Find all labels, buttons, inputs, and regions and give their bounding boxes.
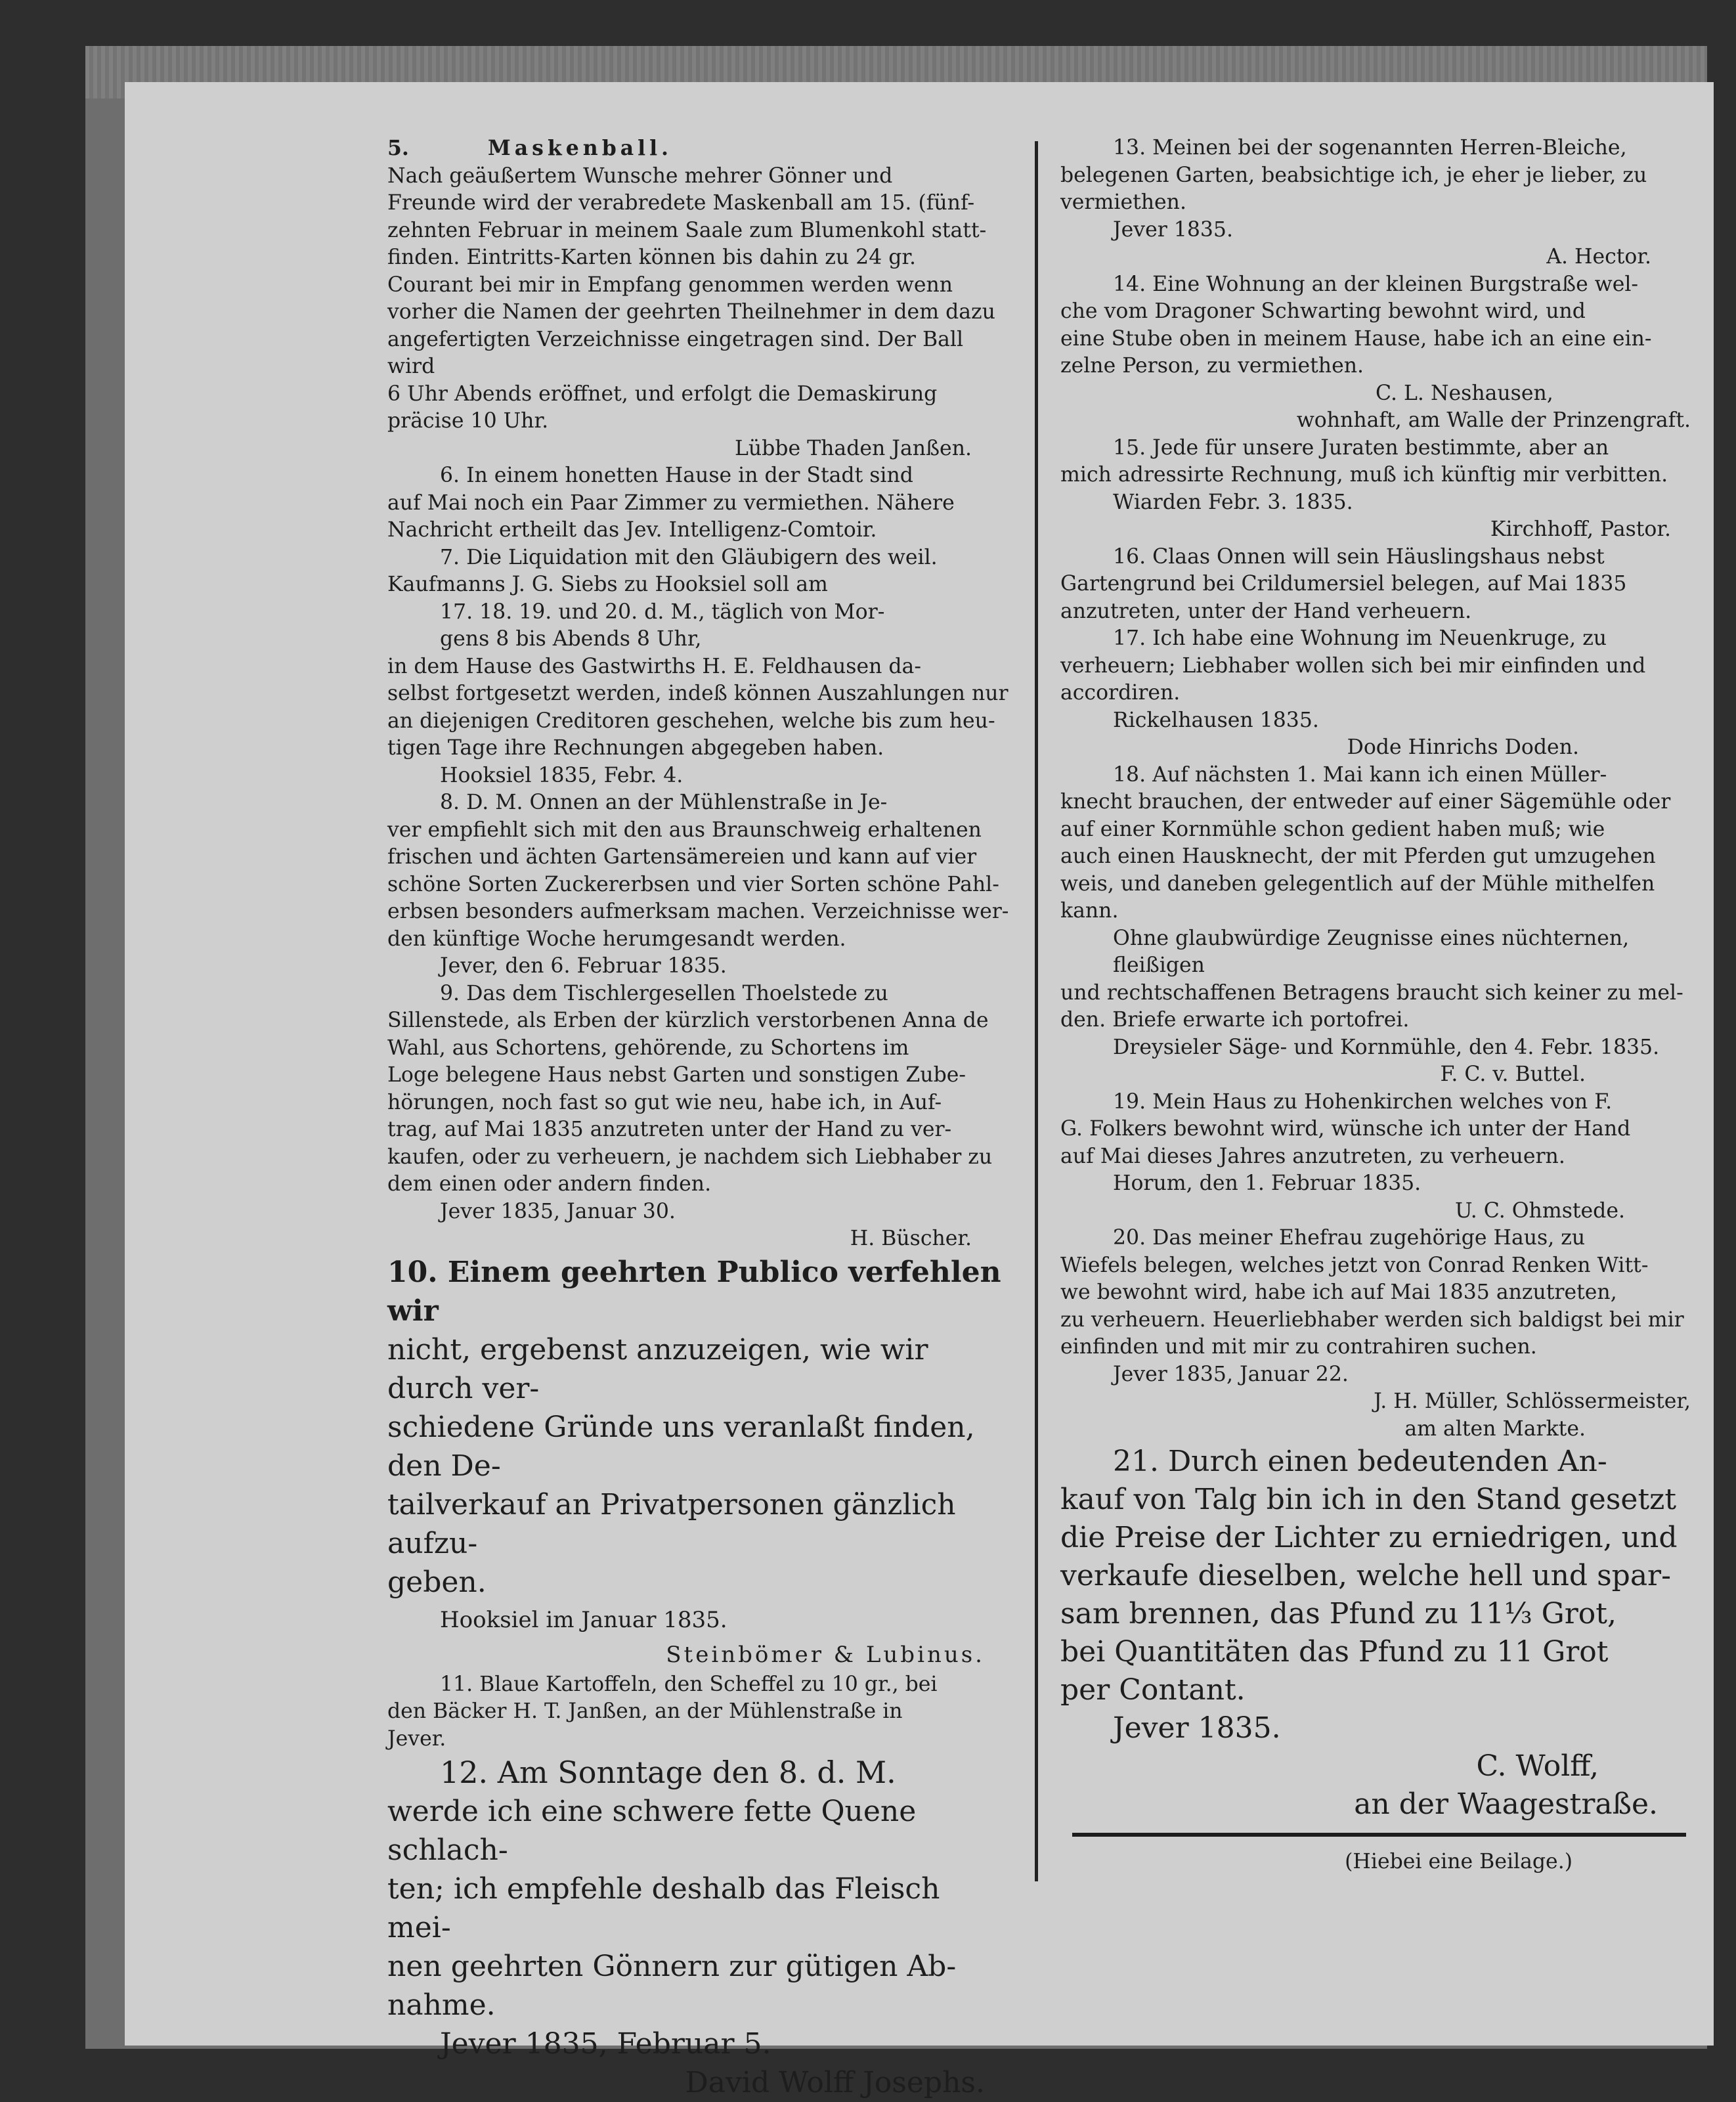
text-line: Nachricht ertheilt das Jev. Intelligenz-Comtoir.: [387, 518, 877, 542]
text-line: angefertigten Verzeichnisse eingetragen sind. Der Ball wird: [387, 327, 964, 378]
text-line: gens 8 bis Abends 8 Uhr,: [440, 627, 702, 651]
text-line: 14. Eine Wohnung an der kleinen Burgstraße wel-: [1113, 272, 1639, 296]
text-line: die Preise der Lichter zu erniedrigen, und: [1060, 1521, 1678, 1554]
text-line: trag, auf Mai 1835 anzutreten unter der Hand zu ver-: [387, 1118, 952, 1141]
ad-12-signature: David Wolff Josephs.: [685, 2066, 985, 2099]
ad-10: [387, 1253, 1011, 1671]
text-line: schiedene Gründe uns veranlaßt finden, den De-: [387, 1410, 975, 1483]
ad-21-signature-address: an der Waagestraße.: [1354, 1787, 1658, 1821]
ad-11: [387, 1671, 1011, 1753]
text-line: 6 Uhr Abends eröffnet, und erfolgt die Demaskirung: [387, 382, 938, 406]
ad-16: [1060, 544, 1691, 626]
ad-13: [1060, 135, 1691, 271]
text-line: erbsen besonders aufmerksam machen. Verzeichnisse wer-: [387, 900, 1009, 923]
text-line: auf Mai dieses Jahres anzutreten, zu verheuern.: [1060, 1144, 1565, 1168]
text-line: an diejenigen Creditoren geschehen, welche bis zum heu-: [387, 709, 995, 733]
text-line: Ohne glaubwürdige Zeugnisse eines nüchternen, fleißigen: [1113, 926, 1630, 977]
ad-9: [387, 980, 1011, 1253]
ad-14: [1060, 271, 1691, 435]
text-line: 20. Das meiner Ehefrau zugehörige Haus, zu: [1113, 1226, 1586, 1250]
text-line: knecht brauchen, der entweder auf einer Sägemühle oder: [1060, 790, 1671, 814]
text-line: 15. Jede für unsere Juraten bestimmte, aber an: [1113, 435, 1609, 460]
text-line: 11. Blaue Kartoffeln, den Scheffel zu 10 gr., bei: [440, 1672, 938, 1696]
text-line: 10. Einem geehrten Publico verfehlen wir: [387, 1255, 1001, 1328]
ad-17-signature: Dode Hinrichs Doden.: [1347, 735, 1579, 759]
ad-15-signature: Kirchhoff, Pastor.: [1490, 517, 1671, 541]
text-line: Gartengrund bei Crildumersiel belegen, auf Mai 1835: [1060, 572, 1627, 596]
ad-12-place-date: Jever 1835, Februar 5.: [440, 2027, 771, 2061]
text-line: 17. 18. 19. und 20. d. M., täglich von Mor-: [440, 600, 885, 624]
ad-20-signature: J. H. Müller, Schlössermeister,: [1374, 1390, 1691, 1413]
text-line: per Contant.: [1060, 1673, 1246, 1707]
text-line: 19. Mein Haus zu Hohenkirchen welches von F.: [1113, 1089, 1613, 1114]
text-line: dem einen oder andern finden.: [387, 1172, 712, 1196]
ad-21: [1060, 1443, 1691, 1824]
text-line: ten; ich empfehle deshalb das Fleisch mei-: [387, 1872, 940, 1944]
text-line: vermiethen.: [1060, 190, 1186, 214]
ad-12: [387, 1753, 1011, 2102]
text-line: Freunde wird der verabredete Maskenball am 15. (fünf-: [387, 191, 975, 215]
ad-20: [1060, 1225, 1691, 1443]
ad-18-signature: F. C. v. Buttel.: [1440, 1062, 1586, 1086]
text-line: 6. In einem honetten Hause in der Stadt sind: [440, 464, 913, 487]
right-column: [1060, 135, 1691, 1876]
text-line: 21. Durch einen bedeutenden An-: [1113, 1445, 1607, 1478]
text-line: G. Folkers bewohnt wird, wünsche ich unter der Hand: [1060, 1117, 1631, 1141]
ad-21-signature: C. Wolff,: [1476, 1749, 1599, 1783]
text-line: 8. D. M. Onnen an der Mühlenstraße in Je-: [440, 791, 888, 814]
text-line: anzutreten, unter der Hand verheuern.: [1060, 599, 1472, 623]
supplement-note: (Hiebei eine Beilage.): [1345, 1850, 1573, 1873]
text-line: finden. Eintritts-Karten können bis dahin zu 24 gr.: [387, 246, 917, 269]
text-line: auch einen Hausknecht, der mit Pferden gut umzugehen: [1060, 844, 1656, 868]
left-column: [387, 135, 1011, 2102]
ad-18: [1060, 762, 1691, 1089]
text-line: und rechtschaffenen Betragens braucht sich keiner zu mel-: [1060, 980, 1683, 1005]
ad-14-signature-address: wohnhaft, am Walle der Prinzengraft.: [1296, 408, 1691, 432]
ad-15-place-date: Wiarden Febr. 3. 1835.: [1113, 490, 1353, 514]
ad-9-place-date: Jever 1835, Januar 30.: [440, 1199, 676, 1223]
text-line: zehnten Februar in meinem Saale zum Blumenkohl statt-: [387, 218, 987, 242]
ad-5: [387, 135, 1011, 462]
text-line: Sillenstede, als Erben der kürzlich verstorbenen Anna de: [387, 1009, 989, 1032]
ad-13-signature: A. Hector.: [1546, 245, 1651, 269]
ad-15: [1060, 435, 1691, 544]
ad-9-signature: H. Büscher.: [850, 1227, 972, 1250]
ad-17: [1060, 625, 1691, 762]
text-line: tailverkauf an Privatpersonen gänzlich aufzu-: [387, 1487, 956, 1560]
text-line: frischen und ächten Gartensämereien und kann auf vier: [387, 845, 977, 869]
ad-8-place-date: Jever, den 6. Februar 1835.: [440, 954, 727, 978]
text-line: selbst fortgesetzt werden, indeß können Auszahlungen nur: [387, 682, 1009, 705]
text-line: belegenen Garten, beabsichtige ich, je eher je lieber, zu: [1060, 163, 1647, 187]
text-line: zelne Person, zu vermiethen.: [1060, 354, 1364, 378]
ad-13-place-date: Jever 1835.: [1113, 217, 1233, 242]
text-line: den künftige Woche herumgesandt werden.: [387, 927, 846, 951]
ad-5-title: Maskenball.: [487, 136, 673, 160]
text-line: ver empfiehlt sich mit den aus Braunschweig erhaltenen: [387, 818, 982, 842]
text-line: nen geehrten Gönnern zur gütigen Ab-: [387, 1950, 957, 1983]
ad-19: [1060, 1089, 1691, 1225]
ad-6: [387, 462, 1011, 544]
text-line: Loge belegene Haus nebst Garten und sonstigen Zube-: [387, 1063, 966, 1087]
ad-10-place-date: Hooksiel im Januar 1835.: [440, 1606, 727, 1633]
ad-14-signature: C. L. Neshausen,: [1376, 381, 1553, 405]
text-line: weis, und daneben gelegentlich auf der Mühle mithelfen: [1060, 871, 1655, 896]
text-line: verheuern; Liebhaber wollen sich bei mir einfinden und: [1060, 653, 1646, 678]
text-line: Wahl, aus Schortens, gehörende, zu Schortens im: [387, 1036, 909, 1060]
ad-21-place-date: Jever 1835.: [1113, 1711, 1281, 1745]
text-line: nicht, ergebenst anzuzeigen, wie wir durch ver-: [387, 1332, 928, 1405]
text-line: tigen Tage ihre Rechnungen abgegeben haben.: [387, 736, 884, 760]
ad-5-number: 5.: [387, 136, 409, 160]
text-line: nahme.: [387, 1988, 496, 2022]
text-line: kann.: [1060, 899, 1119, 923]
ad-7-place-date: Hooksiel 1835, Febr. 4.: [440, 763, 684, 787]
text-line: auf einer Kornmühle schon gedient haben muß; wie: [1060, 817, 1605, 841]
text-line: präcise 10 Uhr.: [387, 409, 549, 433]
ad-5-signature: Lübbe Thaden Janßen.: [734, 436, 972, 460]
text-line: den Bäcker H. T. Janßen, an der Mühlenstraße in: [387, 1699, 903, 1723]
text-line: 9. Das dem Tischlergesellen Thoelstede zu: [440, 981, 888, 1005]
text-line: 12. Am Sonntage den 8. d. M.: [440, 1755, 896, 1790]
ad-17-place-date: Rickelhausen 1835.: [1113, 708, 1319, 732]
ad-10-signature: Steinbömer & Lubinus.: [666, 1641, 985, 1668]
text-line: Wiefels belegen, welches jetzt von Conrad Renken Witt-: [1060, 1253, 1649, 1277]
text-line: 16. Claas Onnen will sein Häuslingshaus nebst: [1113, 544, 1605, 569]
text-line: eine Stube oben in meinem Hause, habe ich an eine ein-: [1060, 326, 1652, 351]
ad-19-place-date: Horum, den 1. Februar 1835.: [1113, 1171, 1421, 1195]
text-line: 13. Meinen bei der sogenannten Herren-Bleiche,: [1113, 136, 1627, 160]
text-line: werde ich eine schwere fette Quene schlach-: [387, 1795, 917, 1867]
text-line: 18. Auf nächsten 1. Mai kann ich einen Müller-: [1113, 762, 1607, 787]
ad-20-place-date: Jever 1835, Januar 22.: [1113, 1362, 1349, 1386]
text-line: 17. Ich habe eine Wohnung im Neuenkruge, zu: [1113, 626, 1607, 650]
text-line: Courant bei mir in Empfang genommen werden wenn: [387, 273, 953, 297]
text-line: auf Mai noch ein Paar Zimmer zu vermiethen. Nähere: [387, 491, 955, 515]
text-line: Nach geäußertem Wunsche mehrer Gönner und: [387, 164, 893, 188]
column-divider: [1035, 141, 1038, 1881]
text-line: bei Quantitäten das Pfund zu 11 Grot: [1060, 1635, 1609, 1669]
ad-5-heading: [387, 135, 1011, 163]
ad-8: [387, 789, 1011, 980]
text-line: schöne Sorten Zuckererbsen und vier Sorten schöne Pahl-: [387, 872, 999, 896]
text-line: kaufen, oder zu verheuern, je nachdem sich Liebhaber zu: [387, 1145, 993, 1169]
closing-rule: [1072, 1833, 1686, 1837]
text-line: hörungen, noch fast so gut wie neu, habe ich, in Auf-: [387, 1090, 942, 1114]
text-line: che vom Dragoner Schwarting bewohnt wird, und: [1060, 299, 1586, 323]
ad-20-signature-address: am alten Markte.: [1404, 1416, 1586, 1441]
text-line: einfinden und mit mir zu contrahiren suchen.: [1060, 1335, 1537, 1359]
text-line: Kaufmanns J. G. Siebs zu Hooksiel soll am: [387, 573, 828, 596]
text-line: vorher die Namen der geehrten Theilnehmer in dem dazu: [387, 300, 995, 324]
text-line: den. Briefe erwarte ich portofrei.: [1060, 1008, 1410, 1032]
text-line: verkaufe dieselben, welche hell und spar-: [1060, 1559, 1671, 1592]
text-line: mich adressirte Rechnung, muß ich künftig mir verbitten.: [1060, 463, 1668, 487]
ad-19-signature: U. C. Ohmstede.: [1455, 1198, 1625, 1223]
text-line: geben.: [387, 1565, 487, 1599]
text-line: kauf von Talg bin ich in den Stand gesetzt: [1060, 1483, 1677, 1516]
text-line: zu verheuern. Heuerliebhaber werden sich baldigst bei mir: [1060, 1307, 1684, 1332]
text-line: Jever.: [387, 1726, 446, 1751]
ad-7: [387, 544, 1011, 790]
ad-18-place-date: Dreysieler Säge- und Kornmühle, den 4. Febr. 1835.: [1113, 1035, 1660, 1059]
text-line: sam brennen, das Pfund zu 11⅓ Grot,: [1060, 1597, 1617, 1631]
text-line: we bewohnt wird, habe ich auf Mai 1835 anzutreten,: [1060, 1281, 1617, 1304]
text-line: accordiren.: [1060, 681, 1181, 705]
text-line: in dem Hause des Gastwirths H. E. Feldhausen da-: [387, 654, 921, 678]
text-line: 7. Die Liquidation mit den Gläubigern des weil.: [440, 545, 938, 569]
